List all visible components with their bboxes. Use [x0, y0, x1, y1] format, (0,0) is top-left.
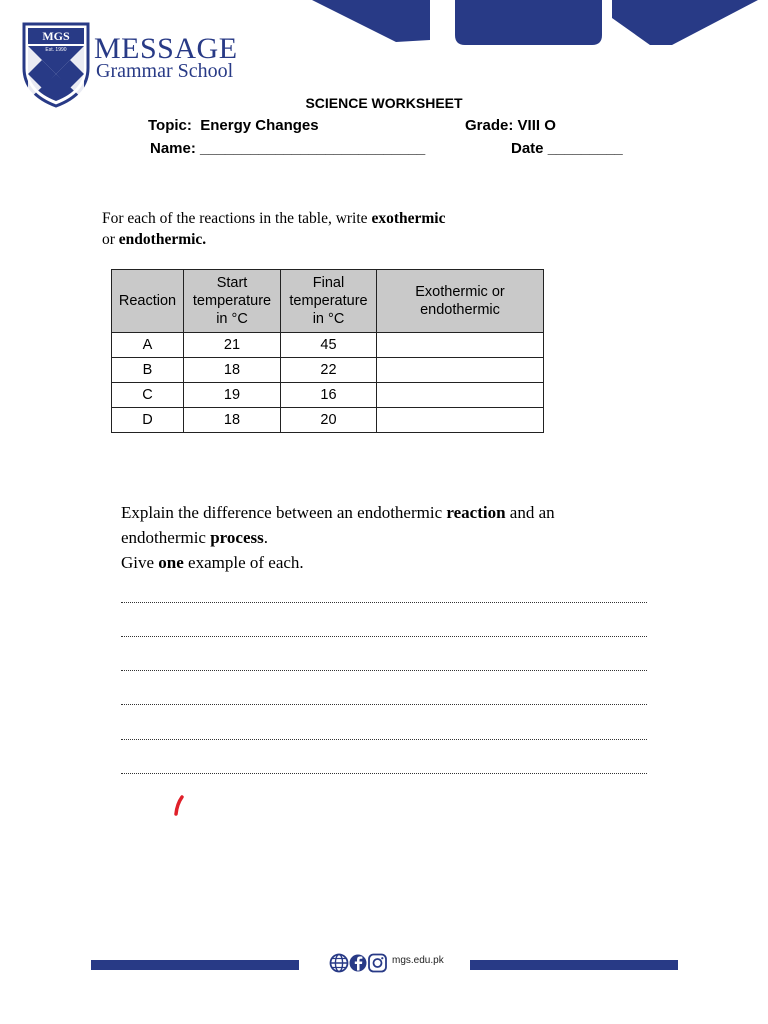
- red-pen-mark: [172, 795, 186, 817]
- answer-cell[interactable]: [377, 358, 544, 383]
- name-line: [150, 140, 425, 157]
- answer-line[interactable]: [121, 636, 647, 637]
- brand-name: MESSAGE: [94, 32, 238, 65]
- topic-label: Topic:: [148, 117, 192, 134]
- grade-line: [465, 117, 556, 134]
- table-row: [112, 408, 544, 433]
- final-temp-cell: 22: [281, 358, 377, 383]
- instruction-text: For each of the reactions in the table, write: [102, 210, 372, 227]
- website-link[interactable]: mgs.edu.pk: [392, 955, 444, 966]
- header-reaction: Reaction: [112, 270, 184, 333]
- start-temp-cell: 19: [184, 383, 281, 408]
- table-row: [112, 333, 544, 358]
- instagram-icon[interactable]: [369, 955, 386, 972]
- footer-social-icons: [329, 952, 389, 974]
- start-temp-cell: 21: [184, 333, 281, 358]
- header-exo-endo: Exothermic or endothermic: [377, 270, 544, 333]
- instruction-bold-exothermic: exothermic: [371, 210, 446, 227]
- grade-label: Grade:: [465, 117, 514, 134]
- reactions-table: [111, 269, 544, 433]
- final-temp-cell: 20: [281, 408, 377, 433]
- globe-icon[interactable]: [331, 955, 348, 972]
- name-label: Name:: [150, 140, 196, 157]
- table-instruction: For each of the reactions in the table, write exothermic or endothermic.: [102, 210, 446, 248]
- start-temp-cell: 18: [184, 358, 281, 383]
- instruction-bold-endothermic: endothermic.: [118, 231, 207, 248]
- answer-cell[interactable]: [377, 383, 544, 408]
- date-label: Date: [511, 140, 544, 157]
- logo-badge-est: Est. 1990: [45, 47, 67, 53]
- footer-bar-right: [470, 960, 678, 970]
- name-field[interactable]: ___________________________: [200, 140, 426, 157]
- start-temp-cell: 18: [184, 408, 281, 433]
- question-text: Explain the difference between an endothermic reaction and an endothermic process. Give one example of each.: [121, 503, 555, 572]
- table-row: [112, 383, 544, 408]
- answer-cell[interactable]: [377, 333, 544, 358]
- topic-line: [148, 117, 319, 134]
- header-start-temp: Start temperature in °C: [184, 270, 281, 333]
- grade-value: VIII O: [517, 117, 556, 134]
- brand-subtitle: Grammar School: [96, 60, 234, 82]
- date-line: [511, 140, 623, 157]
- topic-value: Energy Changes: [200, 117, 319, 134]
- reaction-cell: B: [112, 358, 184, 383]
- table-header-row: [112, 270, 544, 333]
- header-banner: [300, 0, 768, 50]
- answer-cell[interactable]: [377, 408, 544, 433]
- answer-line[interactable]: [121, 704, 647, 705]
- facebook-icon[interactable]: [350, 955, 367, 972]
- final-temp-cell: 45: [281, 333, 377, 358]
- worksheet-title: SCIENCE WORKSHEET: [305, 95, 463, 111]
- date-field[interactable]: _________: [547, 140, 623, 157]
- footer-bar-left: [91, 960, 299, 970]
- logo-badge: MGS: [42, 29, 70, 43]
- reaction-cell: A: [112, 333, 184, 358]
- table-row: [112, 358, 544, 383]
- final-temp-cell: 16: [281, 383, 377, 408]
- answer-line[interactable]: [121, 670, 647, 671]
- reaction-cell: C: [112, 383, 184, 408]
- reaction-cell: D: [112, 408, 184, 433]
- answer-line[interactable]: [121, 602, 647, 603]
- header-final-temp: Final temperature in °C: [281, 270, 377, 333]
- answer-line[interactable]: [121, 773, 647, 774]
- answer-line[interactable]: [121, 739, 647, 740]
